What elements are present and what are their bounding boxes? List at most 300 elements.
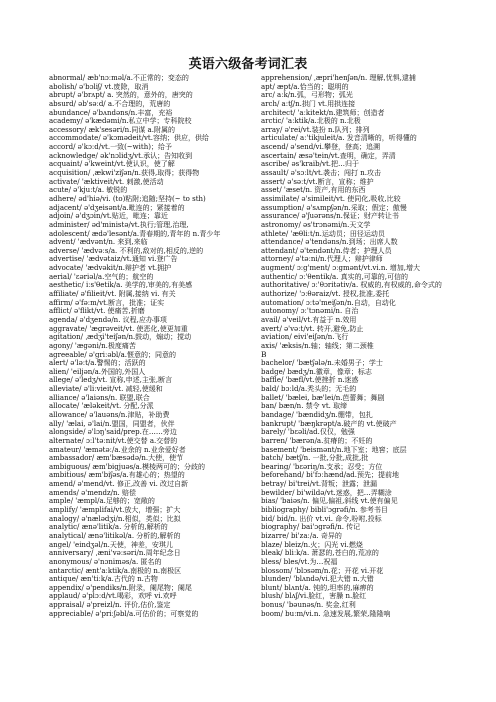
vocab-entry — [49, 281, 259, 290]
vocab-definition: / bid/n. 出价 vt.vi. 命令,吩咐,投标 — [272, 514, 382, 523]
vocab-definition: / 'bælei, bæ'lei/n.芭蕾舞；舞剧 — [281, 393, 385, 402]
vocab-word: blunt — [261, 583, 280, 592]
vocab-word: blaze — [261, 540, 280, 549]
vocab-definition: / 'æmpl/a.足够的；宽敞的 — [70, 497, 155, 506]
vocab-entry — [261, 195, 471, 204]
vocab-entry — [261, 532, 471, 541]
vocab-definition: / ænə'litik/a. 分析的,解析的 — [77, 523, 168, 532]
vocab-entry — [49, 178, 259, 187]
vocab-definition: / 'bæfl/vt.使挫折 n.迷惑 — [281, 376, 359, 385]
vocab-definition: / ə'preizl/n. 评价,估价,鉴定 — [81, 601, 171, 610]
vocab-word: ban — [261, 402, 275, 411]
vocab-entry — [49, 411, 259, 420]
vocab-word: bonus — [261, 601, 283, 610]
vocab-entry — [49, 394, 259, 403]
vocab-definition: / bai'ɔgrəfi/n. 传记 — [296, 523, 361, 532]
vocab-entry — [261, 359, 471, 368]
vocab-definition: / bles/vt.为…祝福 — [279, 557, 338, 566]
vocab-word: bless — [261, 557, 280, 566]
vocab-entry — [49, 134, 259, 143]
vocab-entry — [49, 83, 259, 92]
vocab-entry — [261, 420, 471, 429]
vocab-word: aerial — [49, 272, 70, 281]
vocab-entry — [49, 359, 259, 368]
vocab-entry — [49, 212, 259, 221]
vocab-definition: / bæn/n. 禁令 vt. 取缔 — [274, 402, 348, 411]
vocab-entry — [261, 394, 471, 403]
vocab-word: acquaint — [49, 160, 80, 169]
vocab-entry — [261, 549, 471, 558]
vocab-word: avail — [261, 315, 278, 324]
vocab-word: bleak — [261, 549, 281, 558]
vocab-word: betray — [261, 480, 284, 489]
vocab-entry — [49, 204, 259, 213]
vocab-entry — [49, 454, 259, 463]
vocab-definition: / ə'rei/vt.装扮 n.队列；排列 — [280, 125, 370, 134]
vocab-word: advertise — [49, 255, 82, 264]
vocab-word: afflict — [49, 307, 70, 316]
vocab-word: barren — [261, 436, 285, 445]
vocab-definition: / ə'nælədʒi/n.相似，类似；比拟 — [76, 514, 181, 523]
vocab-word: abrupt — [49, 91, 73, 100]
vocab-word: agreeable — [49, 350, 85, 359]
vocab-definition: / bliːk/a. 萧瑟的,苍白的,荒凉的 — [280, 549, 379, 558]
vocab-entry — [261, 247, 471, 256]
vocab-entry — [49, 567, 259, 576]
vocab-entry — [49, 506, 259, 515]
vocab-definition: / ænt'aːktik/a.南极的 n.南极区 — [80, 566, 182, 575]
vocab-definition: / bi'trei/vt.背叛；泄露；泄漏 — [283, 480, 378, 489]
vocab-definition: / ɔːl'təːnit/vt.使交替 a.交替的 — [81, 436, 178, 445]
vocab-entry — [49, 610, 259, 619]
vocab-definition: / bætʃ/n. 一批,分批,成批,批 — [280, 454, 369, 463]
vocab-entry — [49, 195, 259, 204]
vocab-entry — [49, 549, 259, 558]
vocab-definition: / 'æmətəː/a.业余的 n.业余爱好者 — [78, 445, 186, 454]
vocab-word: adolescent — [49, 229, 88, 238]
vocab-definition: / ə'vəːt/vt. 转开,避免,防止 — [279, 324, 364, 333]
vocab-definition: / əb'səːd/ a.不合理的，荒唐的 — [73, 99, 171, 108]
vocab-definition: / ə'laiəns/n. 联盟,联合 — [76, 393, 150, 402]
vocab-entry — [261, 186, 471, 195]
vocab-definition: / 'bæŋkrəpt/a.破产的 vt.使破产 — [293, 419, 397, 428]
vocab-definition: / 'bəunəs/n. 奖金,红利 — [282, 601, 356, 610]
vocab-word: angel — [49, 540, 69, 549]
vocab-entry — [261, 74, 471, 83]
vocab-definition: / 'beismənt/n.地下室；地窖；底层 — [295, 445, 407, 454]
vocab-entry — [261, 463, 471, 472]
vocab-entry — [261, 541, 471, 550]
vocab-entry — [49, 428, 259, 437]
vocab-definition: / 'bɛəli/ad.仅仅，勉强 — [283, 428, 355, 437]
vocab-word: authorize — [261, 290, 295, 299]
vocab-entry — [261, 238, 471, 247]
vocab-entry — [261, 497, 471, 506]
vocab-word: absurd — [49, 99, 74, 108]
vocab-definition: / ə'mend/vt. 修正,改善 vi. 改过自新 — [72, 480, 189, 489]
vocab-entry — [261, 376, 471, 385]
vocab-definition: / æm'biʃəs/a.有雄心的；热望的 — [83, 471, 185, 480]
vocab-definition: / 'ɛəriəl/a.空气的；航空的 — [69, 272, 154, 281]
vocab-entry — [49, 515, 259, 524]
vocab-word: adverse — [49, 246, 77, 255]
vocab-definition: / ˌædʒi'teiʃən/n.鼓动，煽动；搅动 — [80, 333, 192, 342]
vocab-definition: / ə'dʒendə/n. 议程,应办事项 — [74, 315, 167, 324]
vocab-word: bias — [261, 497, 276, 506]
vocab-entry — [261, 428, 471, 437]
vocab-word: bald — [261, 385, 277, 394]
vocab-word: affiliate — [49, 290, 76, 299]
vocab-entry — [49, 532, 259, 541]
vocab-word: alternate — [49, 436, 82, 445]
vocab-definition: / blʌnt/a. 钝的,坦率的,麻痹的 — [279, 583, 374, 592]
vocab-word: blossom — [261, 566, 290, 575]
vocab-definition: / aː'tikjuleit/a. 发音清晰的，听得懂的 — [295, 134, 417, 143]
vocab-word: bankrupt — [261, 419, 294, 428]
vocab-word: amateur — [49, 445, 79, 454]
vocab-definition: / bi'zaː/a. 奇异的 — [286, 531, 342, 540]
vocab-entry — [49, 290, 259, 299]
vocab-definition: / ə'ledʒ/vt. 宣称,申述,主张,断言 — [70, 376, 173, 385]
vocab-word: anniversary — [49, 549, 91, 558]
vocab-entry — [49, 100, 259, 109]
vocab-word: adjacent — [49, 203, 80, 212]
vocab-entry — [49, 558, 259, 567]
vocab-entry — [261, 575, 471, 584]
vocab-word: architect — [261, 108, 293, 117]
vocab-entry — [261, 100, 471, 109]
section-letter — [261, 351, 471, 360]
vocab-entry — [49, 238, 259, 247]
vocab-word: blunder — [261, 575, 289, 584]
vocab-definition: / 'ædvəːs/a. 不利的,敌对的,相反的,逆的 — [76, 246, 204, 255]
vocab-word: abnormal — [49, 74, 83, 82]
vocab-entry — [261, 178, 471, 187]
vocab-definition: / ə'ʃuərəns/n.保证；财产转让书 — [296, 212, 399, 221]
vocab-definition: / ə'pendiks/n.附录，阑尾物；阑尾 — [81, 583, 192, 592]
vocab-definition: / ək'nɔlidʒ/vt.承认；告知收到 — [95, 151, 193, 160]
vocab-definition: / 'baiəs/n. 偏见,偏祖,斜线 vt.使有偏见 — [275, 497, 398, 506]
vocab-entry — [49, 143, 259, 152]
vocab-definition: / 'aːktik/a.北极的 n.北极 — [281, 117, 361, 126]
vocab-entry — [261, 281, 471, 290]
vocab-word: activate — [49, 177, 78, 186]
vocab-definition: / 'ædvəkit/n.辩护者 vt.拥护 — [80, 264, 172, 273]
vocab-entry — [49, 523, 259, 532]
vocab-entry — [261, 152, 471, 161]
vocab-word: assurance — [261, 212, 297, 221]
vocab-definition: / ə'dʒeisənt/a.毗连的；紧接着的 — [79, 203, 185, 212]
vocab-definition: / 'ælai, ə'lai/n.盟国，同盟者，伙伴 — [61, 419, 175, 428]
vocab-word: apprehension — [261, 74, 310, 82]
vocab-word: automation — [261, 298, 302, 307]
vocab-definition: / æk'sesəri/n.同谋 a.附属的 — [83, 125, 175, 134]
vocab-definition: / 'blʌndə/vi.犯大错 n.大错 — [288, 575, 374, 584]
vocab-word: ascribe — [261, 160, 287, 169]
vocab-entry — [261, 91, 471, 100]
vocab-definition: / ˌæni'vəːsəri/n.周年纪念日 — [90, 549, 181, 558]
vocab-entry — [49, 91, 259, 100]
vocab-entry — [261, 273, 471, 282]
vocab-definition: / ə'sʌmpʃən/n.采取；假定；傲慢 — [301, 203, 407, 212]
vocab-word: assimilate — [261, 194, 297, 203]
vocab-word: antique — [49, 575, 76, 584]
vocab-entry — [261, 584, 471, 593]
vocab-entry — [261, 411, 471, 420]
vocab-word: acknowledge — [49, 151, 96, 160]
vocab-entry — [49, 592, 259, 601]
vocab-entry — [261, 342, 471, 351]
vocab-word: basement — [261, 445, 296, 454]
vocab-definition: / ɔː'tɔnəmi/n. 自治 — [296, 307, 359, 316]
vocab-definition: / ə'filieit/vt. 附属,接纳 vi. 有关 — [76, 290, 176, 299]
vocab-word: array — [261, 125, 280, 134]
vocab-entry — [261, 385, 471, 394]
vocab-word: bandage — [261, 410, 292, 419]
vocab-definition: / ə'veil/vt.有益于 n.效用 — [277, 315, 357, 324]
vocab-entry — [261, 264, 471, 273]
vocab-word: ballet — [261, 393, 282, 402]
vocab-entry — [261, 117, 471, 126]
vocab-entry — [49, 584, 259, 593]
vocab-definition: / iːs'θetik/a. 美学的,审美的,有美感 — [81, 281, 193, 290]
vocab-word: ascertain — [261, 151, 294, 160]
vocab-word: amend — [49, 480, 73, 489]
vocab-definition: / bi'fɔːhænd/ad.预先；提前地 — [301, 471, 400, 480]
vocab-definition: / ə'lɔŋ'said/prep.在……旁边 — [83, 428, 177, 437]
vocab-word: amends — [49, 488, 77, 497]
vocab-word: B — [261, 350, 267, 359]
vocab-word: batch — [261, 454, 281, 463]
vocab-word: accord — [49, 143, 74, 152]
vocab-entry — [261, 567, 471, 576]
vocab-entry — [261, 307, 471, 316]
vocab-definition: / 'æktiveit/vt. 刺激,使活动 — [77, 177, 164, 186]
vocab-definition: / æsə'tein/vt.查明，确定，弄清 — [293, 151, 396, 160]
vocab-entry — [261, 515, 471, 524]
vocab-entry — [261, 489, 471, 498]
vocab-entry — [49, 368, 259, 377]
vocab-definition: / æm'bæsədə/n.大使，使节 — [91, 454, 184, 463]
vocab-definition: / əd'hiə/vi. (to)粘附;追随;坚持(~ to sth) — [73, 194, 206, 203]
vocab-word: ambiguous — [49, 462, 88, 471]
vocab-entry — [49, 333, 259, 342]
vocab-word: assumption — [261, 203, 302, 212]
vocab-definition: / æn'tiːk/a.古代的 n.古物 — [75, 575, 158, 584]
vocab-definition: / ə'kjuːt/a. 敏锐的 — [68, 186, 128, 195]
vocab-word: advent — [49, 238, 74, 247]
vocab-entry — [49, 126, 259, 135]
vocab-word: appraisal — [49, 601, 82, 610]
vocab-word: attendant — [261, 246, 296, 255]
vocab-definition: / əs'trɔnəmi/n.天文学 — [298, 220, 371, 229]
vocab-word: appreciable — [49, 609, 91, 618]
vocab-definition: / 'bɛəriŋ/n.支承；忍受；方位 — [288, 462, 383, 471]
vocab-word: bizarre — [261, 531, 287, 540]
vocab-word: accommodate — [49, 134, 99, 143]
vocab-entry — [261, 316, 471, 325]
vocab-entry — [261, 143, 471, 152]
vocab-word: adhere — [49, 194, 74, 203]
vocab-entry — [261, 230, 471, 239]
vocab-entry — [261, 446, 471, 455]
vocab-word: bewilder — [261, 488, 293, 497]
vocab-definition: / bædʒ/n.徽章，像章；标志 — [282, 367, 372, 376]
vocab-definition: / ˌækwi'ziʃən/n.获得,取得；获得物 — [87, 169, 200, 178]
vocab-word: agitation — [49, 333, 81, 342]
vocab-word: alliance — [49, 393, 77, 402]
vocab-entry — [261, 109, 471, 118]
vocab-word: blush — [261, 592, 281, 601]
vocab-definition: / ɔːtə'meiʃən/n.自动，自动化 — [301, 298, 396, 307]
vocab-definition: / ædə'lesənt/a.青春期的,青年的 n.青少年 — [87, 229, 221, 238]
vocab-entry — [261, 204, 471, 213]
vocab-word: anonymous — [49, 557, 90, 566]
vocab-word: augment — [261, 264, 293, 273]
vocab-definition: / 'ægəni/n.极度痛苦 — [70, 341, 136, 350]
vocab-word: antarctic — [49, 566, 81, 575]
vocab-definition: / ˌæpri'henʃən/n. 理解,忧惧,逮捕 — [309, 74, 416, 82]
vocab-word: ambassador — [49, 454, 92, 463]
vocab-definition: / əd'ministə/vt.执行;管理,治理, — [87, 220, 189, 229]
vocab-entry — [49, 221, 259, 230]
vocab-entry — [49, 152, 259, 161]
vocab-entry — [49, 420, 259, 429]
vocab-definition: / ə'simileit/vt. 使同化,吸收,比较 — [296, 194, 401, 203]
vocab-word: applaud — [49, 592, 78, 601]
vocab-entry — [49, 385, 259, 394]
vocab-entry — [49, 273, 259, 282]
vocab-definition: / ə'fəːm/vt.断言，批准；证实 — [70, 298, 165, 307]
vocab-word: administer — [49, 220, 88, 229]
vocab-definition: / bleiz/n.火；闪光 vi.燃烧 — [279, 540, 363, 549]
vocab-word: arc — [261, 91, 273, 100]
vocab-entry — [261, 471, 471, 480]
vocab-entry — [261, 169, 471, 178]
vocab-word: alien — [49, 367, 67, 376]
vocab-entry — [49, 299, 259, 308]
vocab-word: academy — [49, 117, 81, 126]
vocab-word: aesthetic — [49, 281, 82, 290]
vocab-word: appendix — [49, 583, 82, 592]
vocab-entry — [261, 290, 471, 299]
vocab-definition: / bi'wildə/vt.迷惑，把…弄糊涂 — [292, 488, 392, 497]
vocab-entry — [49, 601, 259, 610]
vocab-word: affirm — [49, 298, 71, 307]
vocab-word: analytic — [49, 523, 78, 532]
vocab-entry — [49, 541, 259, 550]
vocab-entry — [49, 169, 259, 178]
vocab-word: acute — [49, 186, 69, 195]
vocab-word: badge — [261, 367, 283, 376]
vocab-word: alleviate — [49, 385, 80, 394]
vocab-entry — [49, 264, 259, 273]
vocab-word: bearing — [261, 462, 289, 471]
vocab-definition: / ænə'litikəl/a. 分析的,解析的 — [83, 531, 181, 540]
vocab-definition: / bɔːld/a.秃头的；无毛的 — [276, 385, 357, 394]
vocab-word: allege — [49, 376, 71, 385]
vocab-definition: / 'eindʒəl/n.天使，神差，安琪儿 — [68, 540, 173, 549]
vocab-definition: / aːk/n.弧，弓形物；弧光 — [272, 91, 353, 100]
vocab-definition: / ə'plɔːd/vt.喝彩，欢呼 vi.欢呼 — [77, 592, 177, 601]
vocab-entry — [261, 368, 471, 377]
vocab-definition: / ə'griːəbl/a.惬意的；同意的 — [84, 350, 177, 359]
vocab-word: alert — [49, 359, 66, 368]
vocab-definition: / ə'bɔliʃ/ vt.废除，取消 — [74, 82, 149, 91]
vocab-entry — [261, 601, 471, 610]
vocab-definition: / ɔːg'ment/ ɔːgmənt/vt.vi.n. 增加,增大 — [292, 264, 421, 273]
vocab-definition: / ə'lauəns/n.津贴，补助费 — [84, 410, 170, 419]
vocab-word: attorney — [261, 255, 291, 264]
vocab-word: agony — [49, 341, 71, 350]
vocab-entry — [49, 316, 259, 325]
vocab-word: ample — [49, 497, 71, 506]
vocab-definition: / 'ædvətaiz/vt.通知 vi.登广告 — [81, 255, 178, 264]
vocab-entry — [261, 126, 471, 135]
vocab-word: allocate — [49, 402, 77, 411]
vocab-definition: / æm'bigjuəs/a.模棱两可的；分歧的 — [87, 462, 205, 471]
vocab-entry — [261, 160, 471, 169]
vocab-entry — [49, 463, 259, 472]
vocab-definition: / əs'kraib/vt.把…归于 — [286, 160, 359, 169]
vocab-entry — [49, 575, 259, 584]
vocab-definition: / bibli'ɔgrəfi/n. 参考书目 — [305, 506, 388, 515]
vocab-word: authoritative — [261, 281, 307, 290]
vocab-definition: / ə'səːt/vt.断言，宣称；维护 — [282, 177, 374, 186]
vocab-word: bid — [261, 514, 273, 523]
vocab-definition: / ə'flikt/vt. 使痛苦,折磨 — [69, 307, 145, 316]
vocab-word: ascend — [261, 143, 286, 152]
vocab-definition: / aːtʃ/n.拱门 vt.用拱连接 — [276, 99, 356, 108]
vocab-definition: / ə'brʌpt/ a. 突然的，意外的，唐突的 — [72, 91, 193, 100]
vocab-definition: / ə'priːʃəbl/a.可估价的；可察觉的 — [90, 609, 199, 618]
vocab-definition: / 'æθliːt/n.运动员；田径运动员 — [285, 229, 385, 238]
vocab-entry — [49, 471, 259, 480]
vocab-word: amplify — [49, 506, 76, 515]
vocab-definition: / 'aːkitekt/n.建筑师；创造者 — [292, 108, 385, 117]
vocab-entry — [261, 212, 471, 221]
vocab-entry — [49, 489, 259, 498]
vocab-word: axis — [261, 341, 275, 350]
vocab-entry — [49, 351, 259, 360]
vocab-word: authentic — [261, 272, 295, 281]
vocab-word: analogy — [49, 514, 77, 523]
vocab-word: abundance — [49, 108, 88, 117]
vocab-definition: / ə'bʌndəns/n.丰富，充裕 — [87, 108, 173, 117]
vocab-word: bachelor — [261, 359, 293, 368]
vocab-entry — [261, 592, 471, 601]
vocab-word: barely — [261, 428, 284, 437]
vocab-word: attendance — [261, 238, 301, 247]
vocab-entry — [261, 325, 471, 334]
vocab-entry — [261, 402, 471, 411]
vocab-entry — [261, 437, 471, 446]
vocab-definition: / 'bætʃələ/n.未婚男子；学士 — [292, 359, 383, 368]
vocab-word: asset — [261, 186, 280, 195]
vocab-definition: / æb'nɔːməl/a.不正常的；变态的 — [82, 74, 189, 82]
vocab-word: assert — [261, 177, 283, 186]
vocab-word: aviation — [261, 333, 290, 342]
right-column — [261, 74, 471, 618]
vocab-entry — [49, 325, 259, 334]
vocab-word: advocate — [49, 264, 81, 273]
vocab-word: abolish — [49, 82, 75, 91]
vocab-definition: / ə'liːvieit/vt. 减轻,使缓和 — [79, 385, 163, 394]
vocab-entry — [261, 221, 471, 230]
vocab-entry — [49, 186, 259, 195]
vocab-entry — [49, 402, 259, 411]
vocab-word: bibliography — [261, 506, 306, 515]
